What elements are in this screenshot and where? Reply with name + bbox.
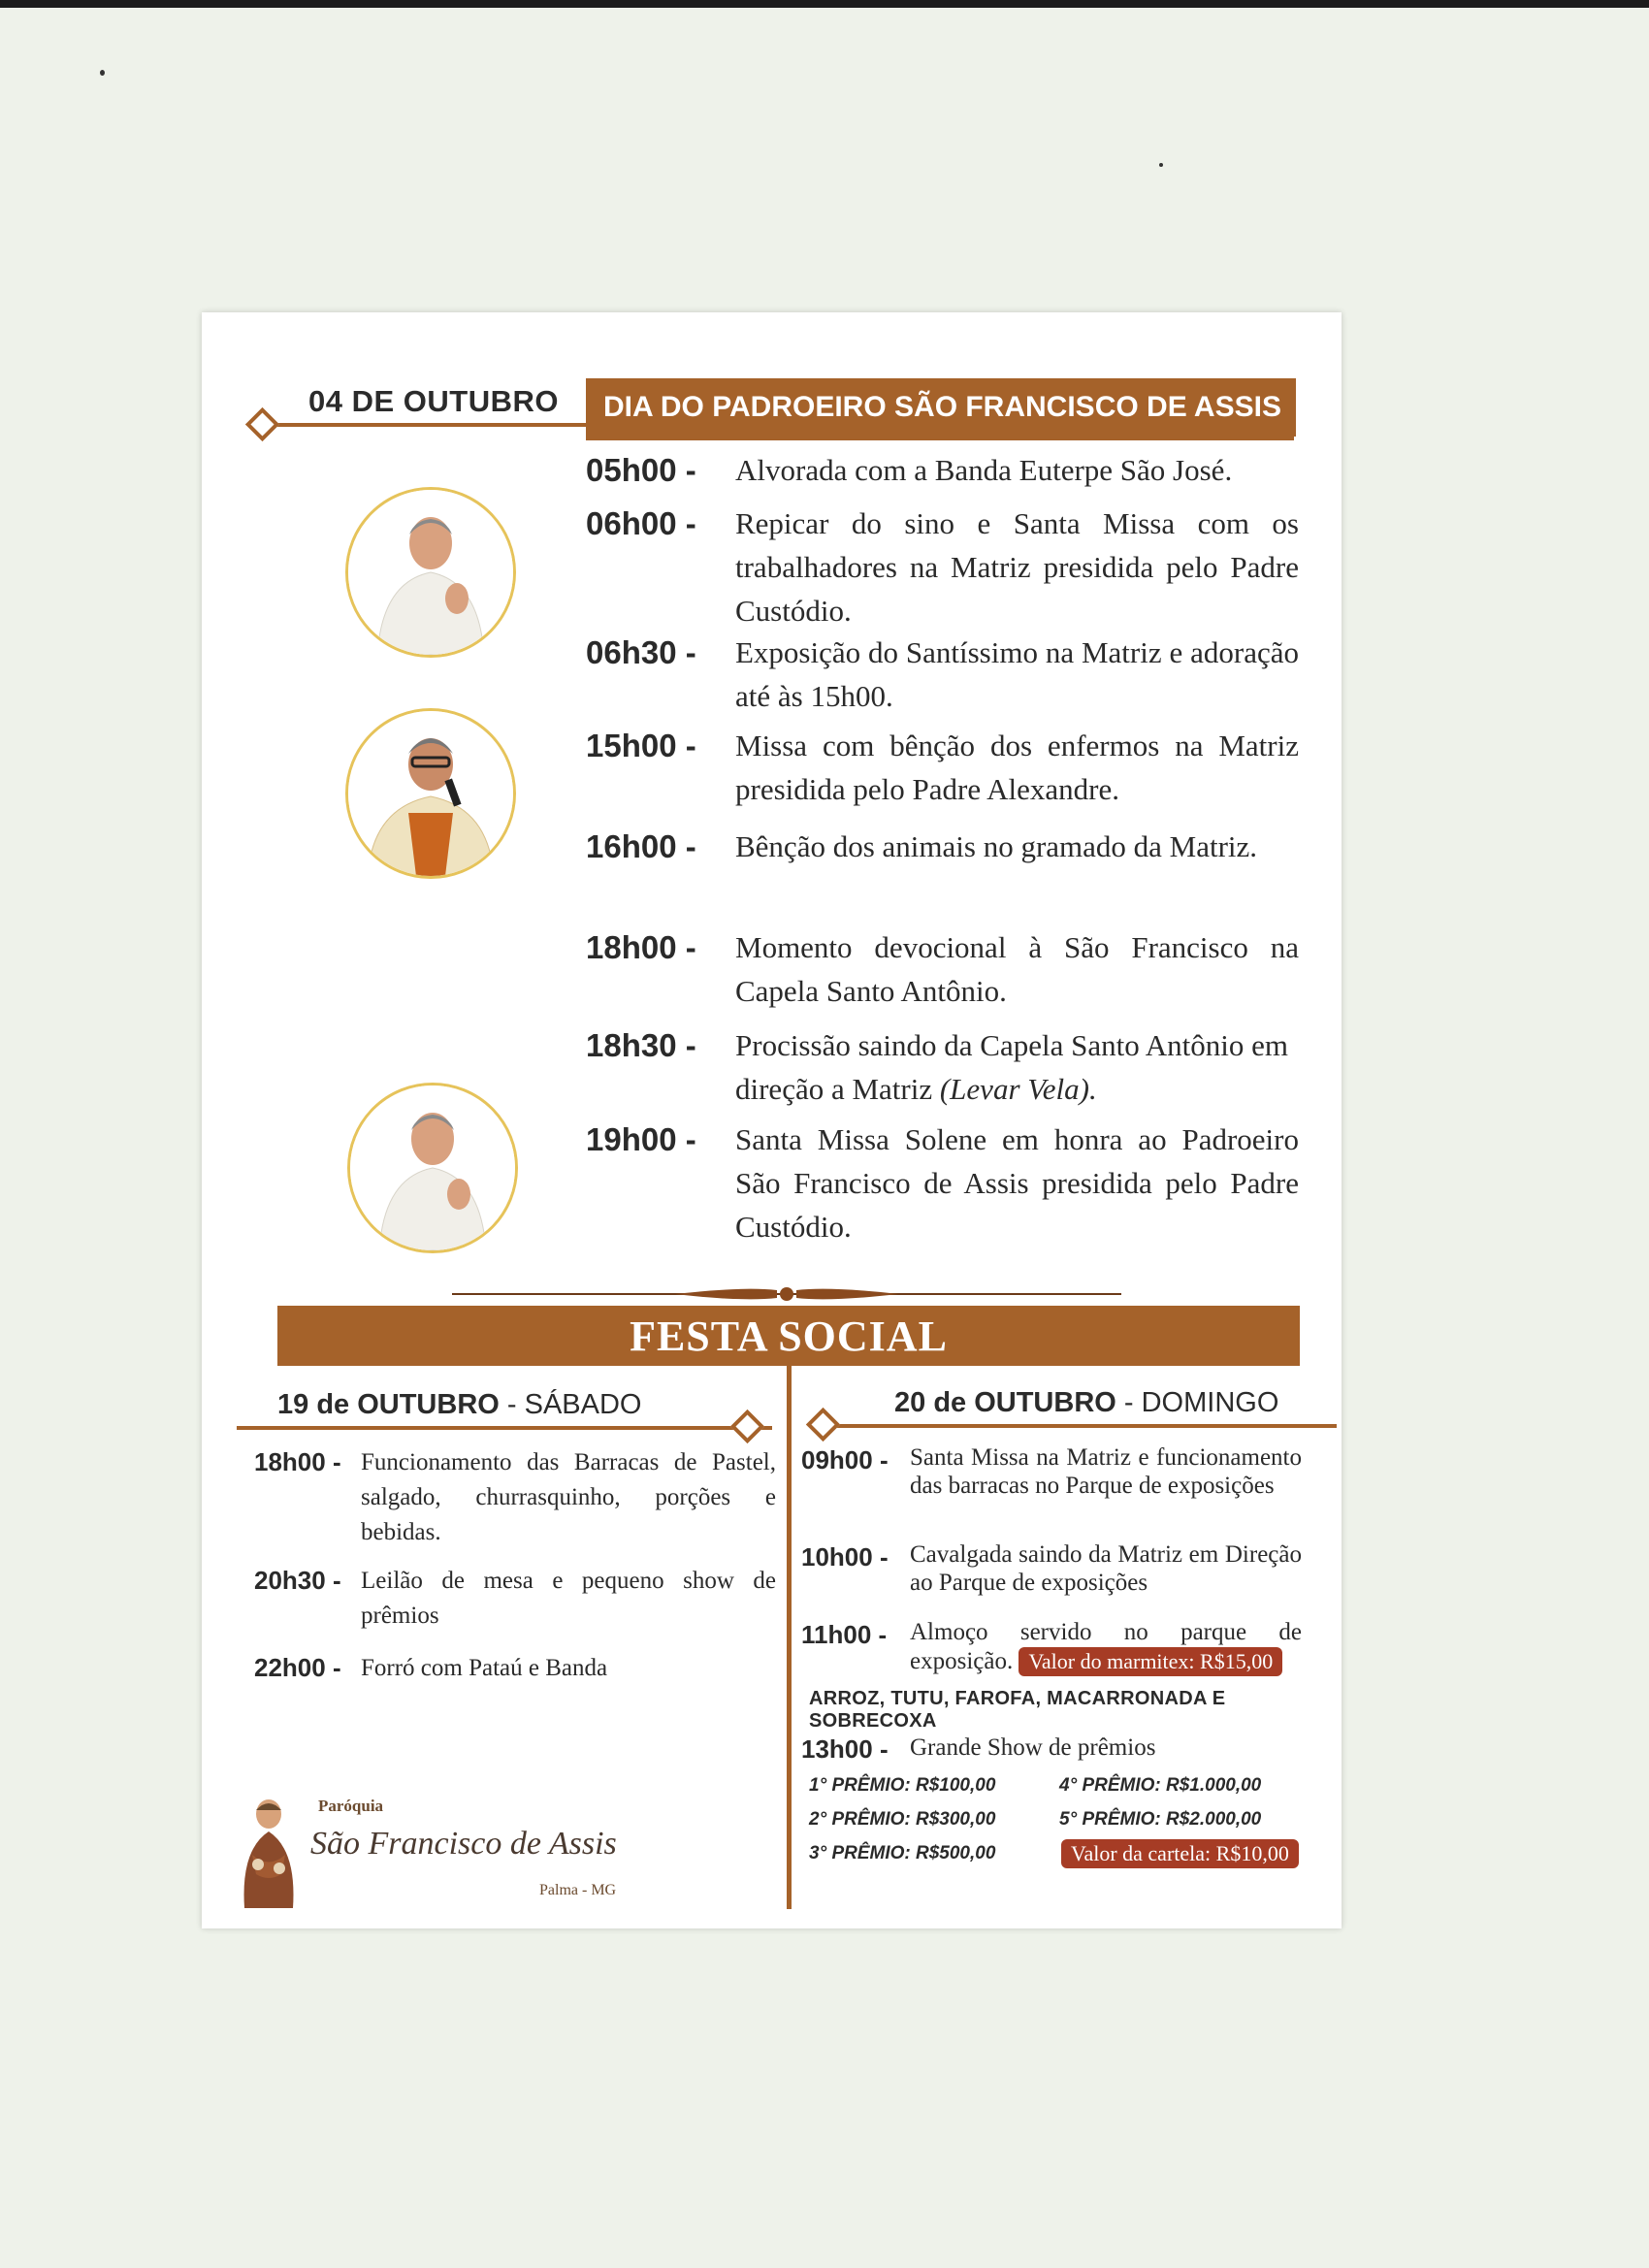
schedule-desc: Exposição do Santíssimo na Matriz e adoração até às 15h00. [735,635,1299,713]
banner-rule [586,437,1294,440]
saturday-time: 18h00 - [254,1447,341,1476]
festa-social-title: FESTA SOCIAL [277,1306,1300,1366]
saturday-item [254,1445,776,1550]
feast-banner: DIA DO PADROEIRO SÃO FRANCISCO DE ASSIS [586,378,1296,437]
sunday-rule [823,1424,1337,1428]
sunday-day: - DOMINGO [1116,1387,1279,1418]
schedule-desc: Alvorada com a Banda Euterpe São José. [735,453,1233,487]
scanner-edge [0,0,1649,8]
saturday-rule [237,1426,772,1430]
sunday-item [801,1618,1302,1676]
parish-logo [231,1797,619,1918]
schedule-time: 06h00 - [586,505,696,541]
sunday-desc [910,1618,1302,1676]
priest-portrait-custodio [345,487,516,658]
flyer-page [202,312,1342,1928]
schedule-item [586,631,1299,718]
priest-portrait-alexandre [345,708,516,879]
saturday-day: - SÁBADO [499,1389,642,1420]
ornament-divider-icon [452,1282,1121,1306]
sunday-desc: Cavalgada saindo da Matriz em Direção ao Parque de exposições [910,1541,1302,1596]
sunday-time: 13h00 - [801,1734,889,1764]
schedule-item [586,1118,1299,1248]
schedule-desc: Repicar do sino e Santa Missa com os trabalhadores na Matriz presidida pelo Padre Custódio. [735,506,1299,628]
schedule-time: 19h00 - [586,1121,696,1157]
column-divider [787,1366,792,1909]
saturday-item [254,1564,776,1634]
card-price-badge: Valor da cartela: R$10,00 [1061,1839,1299,1868]
schedule-desc: Santa Missa Solene em honra ao Padroeiro São Francisco de Assis presidida pelo Padre Custódio. [735,1122,1299,1244]
schedule-desc-text: Procissão saindo da Capela Santo Antônio em direção a Matriz [735,1028,1288,1106]
dust-speck [100,70,105,76]
schedule-item [586,502,1299,632]
prize-2: 2° PRÊMIO: R$300,00 [809,1809,996,1830]
prize-1: 1° PRÊMIO: R$100,00 [809,1775,996,1796]
schedule-item [586,825,1299,869]
schedule-time: 06h30 - [586,634,696,670]
priest-custodio-icon [348,490,513,655]
saturday-desc: Leilão de mesa e pequeno show de prêmios [361,1568,776,1629]
saturday-date: 19 de OUTUBRO [277,1389,500,1420]
sunday-item [801,1733,1302,1766]
logo-line2: São Francisco de Assis [310,1826,617,1862]
date-title: 04 DE OUTUBRO [308,384,559,418]
sunday-title [894,1387,1278,1419]
schedule-item [586,448,1299,493]
dust-speck [1159,163,1163,167]
logo-line3: Palma - MG [539,1882,617,1898]
prize-3: 3° PRÊMIO: R$500,00 [809,1843,996,1863]
schedule-desc: Bênção dos animais no gramado da Matriz. [735,829,1258,863]
sunday-desc: Grande Show de prêmios [910,1734,1156,1761]
logo-line1: Paróquia [318,1797,384,1815]
sunday-desc: Santa Missa na Matriz e funcionamento das barracas no Parque de exposições [910,1444,1302,1499]
schedule-desc [735,1023,1299,1111]
schedule-time: 05h00 - [586,452,696,488]
saturday-desc: Funcionamento das Barracas de Pastel, salgado, churrasquinho, porções e bebidas. [361,1449,776,1545]
sunday-item [801,1443,1302,1500]
schedule-time: 16h00 - [586,828,696,864]
schedule-item [586,1023,1299,1111]
diamond-ornament-icon [245,407,279,441]
saturday-title [277,1389,641,1421]
sunday-date: 20 de OUTUBRO [894,1387,1116,1418]
lunch-menu: ARROZ, TUTU, FAROFA, MACARRONADA E SOBRECOXA [809,1688,1226,1732]
schedule-time: 15h00 - [586,728,696,763]
schedule-item [586,925,1299,1013]
schedule-desc: Missa com bênção dos enfermos na Matriz presidida pelo Padre Alexandre. [735,729,1299,806]
marmitex-price-badge: Valor do marmitex: R$15,00 [1018,1647,1282,1676]
prize-5: 5° PRÊMIO: R$2.000,00 [1059,1809,1262,1830]
diamond-ornament-icon [730,1409,764,1443]
diamond-ornament-icon [806,1408,840,1442]
saturday-time: 20h30 - [254,1566,341,1595]
prize-4: 4° PRÊMIO: R$1.000,00 [1059,1775,1262,1796]
saint-francis-statue-icon [231,1797,307,1908]
sunday-time: 09h00 - [801,1445,889,1474]
schedule-item [586,724,1299,811]
header-rule [252,423,588,427]
schedule-time: 18h00 - [586,929,696,965]
saturday-item [254,1651,776,1686]
sunday-item [801,1540,1302,1597]
saturday-desc: Forró com Pataú e Banda [361,1655,608,1681]
schedule-desc: Momento devocional à São Francisco na Capela Santo Antônio. [735,930,1299,1008]
priest-custodio-icon [350,1085,515,1250]
priest-alexandre-icon [348,711,513,876]
priest-portrait-custodio-2 [347,1083,518,1253]
sunday-time: 11h00 - [801,1620,888,1649]
schedule-note: (Levar Vela). [939,1072,1097,1106]
sunday-time: 10h00 - [801,1542,889,1571]
schedule-time: 18h30 - [586,1027,696,1063]
saturday-time: 22h00 - [254,1653,341,1682]
sunday-desc-text: Almoço servido no parque de exposição. [910,1619,1302,1674]
